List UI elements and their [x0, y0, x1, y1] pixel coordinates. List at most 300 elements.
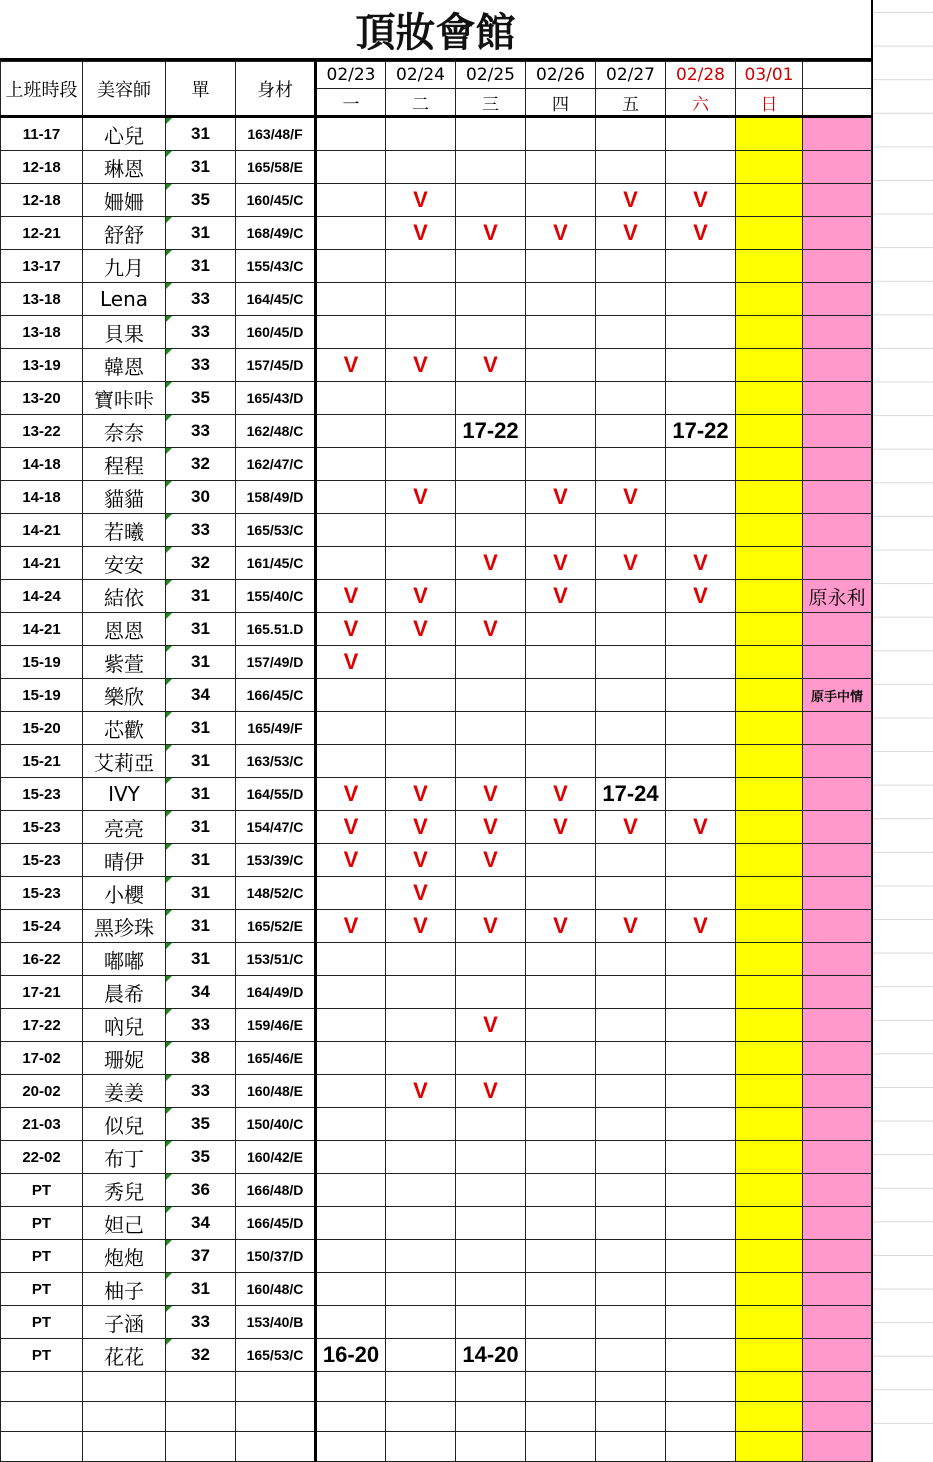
schedule-cell[interactable] [386, 1273, 456, 1306]
booked-mark-cell[interactable]: V [666, 184, 736, 217]
schedule-cell[interactable] [526, 1207, 596, 1240]
shift-cell[interactable]: 15-24 [1, 910, 83, 943]
body-cell[interactable]: 165/46/E [236, 1042, 316, 1075]
note-cell[interactable] [803, 1174, 872, 1207]
schedule-cell[interactable] [666, 316, 736, 349]
note-cell[interactable] [803, 646, 872, 679]
schedule-cell[interactable] [666, 1207, 736, 1240]
sunday-cell[interactable] [736, 382, 803, 415]
schedule-cell[interactable]: 17-22 [666, 415, 736, 448]
schedule-cell[interactable] [316, 976, 386, 1009]
schedule-cell[interactable] [596, 943, 666, 976]
orders-cell[interactable]: 33 [166, 283, 236, 316]
booked-mark-cell[interactable]: V [526, 778, 596, 811]
empty-cell[interactable] [526, 1402, 596, 1432]
note-cell[interactable] [803, 481, 872, 514]
body-cell[interactable]: 155/43/C [236, 250, 316, 283]
schedule-cell[interactable] [456, 1306, 526, 1339]
booked-mark-cell[interactable]: V [316, 811, 386, 844]
empty-cell[interactable] [596, 1402, 666, 1432]
body-cell[interactable]: 160/48/E [236, 1075, 316, 1108]
booked-mark-cell[interactable]: V [316, 613, 386, 646]
schedule-cell[interactable] [316, 679, 386, 712]
empty-cell[interactable] [666, 1402, 736, 1432]
orders-cell[interactable]: 35 [166, 1141, 236, 1174]
schedule-cell[interactable] [596, 283, 666, 316]
schedule-cell[interactable] [596, 613, 666, 646]
schedule-cell[interactable] [666, 844, 736, 877]
schedule-cell[interactable] [316, 1174, 386, 1207]
schedule-cell[interactable] [526, 1075, 596, 1108]
orders-cell[interactable]: 31 [166, 117, 236, 151]
schedule-cell[interactable] [666, 1339, 736, 1372]
schedule-cell[interactable] [456, 943, 526, 976]
note-cell[interactable] [803, 1009, 872, 1042]
sunday-cell[interactable] [736, 217, 803, 250]
stylist-name-cell[interactable]: 心兒 [83, 117, 166, 151]
shift-cell[interactable]: 22-02 [1, 1141, 83, 1174]
booked-mark-cell[interactable]: V [456, 1075, 526, 1108]
schedule-cell[interactable] [596, 448, 666, 481]
stylist-name-cell[interactable]: 子涵 [83, 1306, 166, 1339]
schedule-cell[interactable] [596, 1141, 666, 1174]
booked-mark-cell[interactable]: V [456, 778, 526, 811]
schedule-cell[interactable] [596, 745, 666, 778]
stylist-name-cell[interactable]: 貝果 [83, 316, 166, 349]
sunday-cell[interactable] [736, 184, 803, 217]
shift-cell[interactable]: 15-23 [1, 877, 83, 910]
body-cell[interactable]: 166/45/C [236, 679, 316, 712]
orders-cell[interactable]: 33 [166, 1306, 236, 1339]
schedule-cell[interactable] [666, 712, 736, 745]
schedule-cell[interactable] [666, 514, 736, 547]
orders-cell[interactable]: 31 [166, 943, 236, 976]
schedule-cell[interactable]: 17-24 [596, 778, 666, 811]
schedule-cell[interactable] [386, 1042, 456, 1075]
schedule-cell[interactable] [386, 1108, 456, 1141]
schedule-cell[interactable] [526, 1108, 596, 1141]
sunday-cell[interactable] [736, 1075, 803, 1108]
stylist-name-cell[interactable]: 吶兒 [83, 1009, 166, 1042]
stylist-name-cell[interactable]: 貓貓 [83, 481, 166, 514]
schedule-cell[interactable] [526, 613, 596, 646]
schedule-cell[interactable] [456, 1108, 526, 1141]
booked-mark-cell[interactable]: V [386, 910, 456, 943]
shift-cell[interactable]: 17-22 [1, 1009, 83, 1042]
note-cell[interactable] [803, 514, 872, 547]
schedule-cell[interactable] [526, 1273, 596, 1306]
booked-mark-cell[interactable]: V [386, 877, 456, 910]
stylist-name-cell[interactable]: 小櫻 [83, 877, 166, 910]
booked-mark-cell[interactable]: V [666, 580, 736, 613]
empty-cell[interactable] [236, 1432, 316, 1462]
stylist-name-cell[interactable]: 晴伊 [83, 844, 166, 877]
booked-mark-cell[interactable]: V [386, 613, 456, 646]
shift-cell[interactable]: PT [1, 1174, 83, 1207]
schedule-cell[interactable] [456, 117, 526, 151]
schedule-cell[interactable] [386, 1009, 456, 1042]
schedule-cell[interactable] [526, 1339, 596, 1372]
body-cell[interactable]: 153/51/C [236, 943, 316, 976]
schedule-cell[interactable] [596, 316, 666, 349]
schedule-cell[interactable] [456, 481, 526, 514]
orders-cell[interactable]: 33 [166, 1075, 236, 1108]
schedule-cell[interactable] [666, 250, 736, 283]
sunday-cell[interactable] [736, 646, 803, 679]
note-cell[interactable] [803, 712, 872, 745]
booked-mark-cell[interactable]: V [666, 547, 736, 580]
schedule-cell[interactable] [596, 1042, 666, 1075]
schedule-cell[interactable] [386, 448, 456, 481]
body-cell[interactable]: 164/49/D [236, 976, 316, 1009]
orders-cell[interactable]: 31 [166, 910, 236, 943]
empty-cell[interactable] [456, 1432, 526, 1462]
schedule-cell[interactable] [526, 250, 596, 283]
shift-cell[interactable]: 14-21 [1, 514, 83, 547]
orders-cell[interactable]: 34 [166, 976, 236, 1009]
schedule-cell[interactable] [526, 117, 596, 151]
note-cell[interactable] [803, 184, 872, 217]
schedule-cell[interactable] [316, 1075, 386, 1108]
booked-mark-cell[interactable]: V [386, 184, 456, 217]
body-cell[interactable]: 160/45/D [236, 316, 316, 349]
stylist-name-cell[interactable]: 晨希 [83, 976, 166, 1009]
body-cell[interactable]: 161/45/C [236, 547, 316, 580]
schedule-cell[interactable] [386, 1174, 456, 1207]
schedule-cell[interactable] [386, 943, 456, 976]
body-cell[interactable]: 153/39/C [236, 844, 316, 877]
booked-mark-cell[interactable]: V [386, 1075, 456, 1108]
empty-cell[interactable] [526, 1432, 596, 1462]
schedule-cell[interactable] [596, 1240, 666, 1273]
note-cell[interactable] [803, 1042, 872, 1075]
schedule-cell[interactable] [316, 943, 386, 976]
booked-mark-cell[interactable]: V [316, 646, 386, 679]
schedule-cell[interactable] [456, 1240, 526, 1273]
shift-cell[interactable]: 14-18 [1, 481, 83, 514]
sunday-cell[interactable] [736, 580, 803, 613]
shift-cell[interactable]: PT [1, 1273, 83, 1306]
schedule-cell[interactable] [596, 1306, 666, 1339]
sunday-cell[interactable] [736, 976, 803, 1009]
schedule-cell[interactable] [596, 976, 666, 1009]
schedule-cell[interactable] [596, 349, 666, 382]
orders-cell[interactable]: 33 [166, 349, 236, 382]
empty-cell[interactable] [166, 1432, 236, 1462]
schedule-cell[interactable] [316, 1141, 386, 1174]
shift-cell[interactable]: 14-18 [1, 448, 83, 481]
orders-cell[interactable]: 35 [166, 382, 236, 415]
stylist-name-cell[interactable]: 艾莉亞 [83, 745, 166, 778]
orders-cell[interactable]: 30 [166, 481, 236, 514]
schedule-cell[interactable]: 14-20 [456, 1339, 526, 1372]
schedule-cell[interactable] [386, 1339, 456, 1372]
booked-mark-cell[interactable]: V [526, 547, 596, 580]
empty-cell[interactable] [83, 1402, 166, 1432]
schedule-cell[interactable] [386, 514, 456, 547]
schedule-cell[interactable] [666, 679, 736, 712]
schedule-cell[interactable] [386, 151, 456, 184]
stylist-name-cell[interactable]: IVY [83, 778, 166, 811]
schedule-cell[interactable] [526, 514, 596, 547]
schedule-cell[interactable] [526, 745, 596, 778]
empty-cell[interactable] [803, 1432, 872, 1462]
schedule-cell[interactable] [526, 1042, 596, 1075]
empty-cell[interactable] [736, 1372, 803, 1402]
shift-cell[interactable]: 15-23 [1, 811, 83, 844]
stylist-name-cell[interactable]: 柚子 [83, 1273, 166, 1306]
orders-cell[interactable]: 33 [166, 1009, 236, 1042]
schedule-cell[interactable] [456, 1273, 526, 1306]
schedule-cell[interactable] [596, 1339, 666, 1372]
schedule-cell[interactable] [456, 679, 526, 712]
schedule-cell[interactable] [526, 646, 596, 679]
sunday-cell[interactable] [736, 151, 803, 184]
shift-cell[interactable]: 15-23 [1, 844, 83, 877]
schedule-cell[interactable] [596, 1174, 666, 1207]
shift-cell[interactable]: 15-19 [1, 679, 83, 712]
sunday-cell[interactable] [736, 1240, 803, 1273]
note-cell[interactable] [803, 1108, 872, 1141]
stylist-name-cell[interactable]: 若曦 [83, 514, 166, 547]
note-cell[interactable] [803, 316, 872, 349]
booked-mark-cell[interactable]: V [386, 811, 456, 844]
schedule-cell[interactable] [386, 976, 456, 1009]
booked-mark-cell[interactable]: V [456, 349, 526, 382]
sunday-cell[interactable] [736, 1273, 803, 1306]
schedule-cell[interactable] [596, 250, 666, 283]
schedule-cell[interactable] [596, 679, 666, 712]
booked-mark-cell[interactable]: V [596, 184, 666, 217]
booked-mark-cell[interactable]: V [386, 778, 456, 811]
sunday-cell[interactable] [736, 1339, 803, 1372]
booked-mark-cell[interactable]: V [666, 910, 736, 943]
note-cell[interactable] [803, 1207, 872, 1240]
schedule-cell[interactable] [666, 976, 736, 1009]
body-cell[interactable]: 165.51.D [236, 613, 316, 646]
body-cell[interactable]: 153/40/B [236, 1306, 316, 1339]
sunday-cell[interactable] [736, 1207, 803, 1240]
note-cell[interactable] [803, 778, 872, 811]
note-cell[interactable] [803, 1306, 872, 1339]
schedule-cell[interactable] [596, 415, 666, 448]
schedule-cell[interactable] [386, 1141, 456, 1174]
empty-cell[interactable] [456, 1372, 526, 1402]
schedule-cell[interactable] [526, 283, 596, 316]
schedule-cell[interactable] [456, 382, 526, 415]
schedule-cell[interactable] [526, 1306, 596, 1339]
schedule-cell[interactable] [456, 514, 526, 547]
note-cell[interactable] [803, 1240, 872, 1273]
note-cell[interactable] [803, 1339, 872, 1372]
empty-cell[interactable] [666, 1372, 736, 1402]
schedule-cell[interactable] [526, 1174, 596, 1207]
note-cell[interactable] [803, 613, 872, 646]
schedule-cell[interactable] [316, 217, 386, 250]
note-cell[interactable] [803, 283, 872, 316]
sunday-cell[interactable] [736, 250, 803, 283]
booked-mark-cell[interactable]: V [316, 349, 386, 382]
schedule-cell[interactable] [526, 184, 596, 217]
shift-cell[interactable]: 13-20 [1, 382, 83, 415]
schedule-cell[interactable] [526, 316, 596, 349]
orders-cell[interactable]: 31 [166, 217, 236, 250]
empty-cell[interactable] [386, 1372, 456, 1402]
schedule-cell[interactable] [526, 844, 596, 877]
schedule-cell[interactable] [316, 514, 386, 547]
schedule-cell[interactable] [666, 877, 736, 910]
orders-cell[interactable]: 31 [166, 712, 236, 745]
shift-cell[interactable]: 15-23 [1, 778, 83, 811]
sunday-cell[interactable] [736, 844, 803, 877]
schedule-cell[interactable] [666, 1009, 736, 1042]
empty-cell[interactable] [1, 1432, 83, 1462]
note-cell[interactable] [803, 547, 872, 580]
empty-cell[interactable] [1, 1372, 83, 1402]
schedule-cell[interactable] [526, 415, 596, 448]
schedule-cell[interactable] [386, 679, 456, 712]
orders-cell[interactable]: 31 [166, 778, 236, 811]
empty-cell[interactable] [596, 1372, 666, 1402]
body-cell[interactable]: 150/40/C [236, 1108, 316, 1141]
stylist-name-cell[interactable]: 紫萱 [83, 646, 166, 679]
booked-mark-cell[interactable]: V [456, 547, 526, 580]
schedule-cell[interactable] [596, 117, 666, 151]
shift-cell[interactable]: 15-19 [1, 646, 83, 679]
schedule-cell[interactable] [666, 613, 736, 646]
note-cell[interactable] [803, 811, 872, 844]
sunday-cell[interactable] [736, 679, 803, 712]
stylist-name-cell[interactable]: 九月 [83, 250, 166, 283]
empty-cell[interactable] [386, 1432, 456, 1462]
sunday-cell[interactable] [736, 877, 803, 910]
stylist-name-cell[interactable]: 樂欣 [83, 679, 166, 712]
note-cell[interactable] [803, 1273, 872, 1306]
schedule-cell[interactable] [596, 1273, 666, 1306]
booked-mark-cell[interactable]: V [456, 217, 526, 250]
booked-mark-cell[interactable]: V [456, 844, 526, 877]
note-cell[interactable] [803, 349, 872, 382]
orders-cell[interactable]: 34 [166, 1207, 236, 1240]
booked-mark-cell[interactable]: V [526, 811, 596, 844]
schedule-cell[interactable] [596, 844, 666, 877]
note-cell[interactable] [803, 382, 872, 415]
schedule-cell[interactable] [596, 1075, 666, 1108]
schedule-cell[interactable] [316, 117, 386, 151]
shift-cell[interactable]: PT [1, 1306, 83, 1339]
shift-cell[interactable]: PT [1, 1339, 83, 1372]
sunday-cell[interactable] [736, 1141, 803, 1174]
body-cell[interactable]: 165/53/C [236, 514, 316, 547]
booked-mark-cell[interactable]: V [596, 910, 666, 943]
sunday-cell[interactable] [736, 943, 803, 976]
booked-mark-cell[interactable]: V [456, 910, 526, 943]
schedule-cell[interactable] [386, 547, 456, 580]
orders-cell[interactable]: 31 [166, 811, 236, 844]
schedule-cell[interactable] [316, 184, 386, 217]
schedule-cell[interactable] [526, 151, 596, 184]
sunday-cell[interactable] [736, 1042, 803, 1075]
body-cell[interactable]: 163/53/C [236, 745, 316, 778]
schedule-cell[interactable] [526, 877, 596, 910]
schedule-cell[interactable] [316, 547, 386, 580]
orders-cell[interactable]: 33 [166, 415, 236, 448]
schedule-cell[interactable] [386, 117, 456, 151]
schedule-cell[interactable] [666, 745, 736, 778]
schedule-cell[interactable] [316, 283, 386, 316]
shift-cell[interactable]: 14-21 [1, 547, 83, 580]
schedule-cell[interactable] [316, 1207, 386, 1240]
schedule-cell[interactable] [666, 943, 736, 976]
orders-cell[interactable]: 31 [166, 877, 236, 910]
stylist-name-cell[interactable]: 琳恩 [83, 151, 166, 184]
stylist-name-cell[interactable]: 結依 [83, 580, 166, 613]
sunday-cell[interactable] [736, 1174, 803, 1207]
schedule-cell[interactable] [316, 745, 386, 778]
schedule-cell[interactable] [386, 283, 456, 316]
note-cell[interactable] [803, 151, 872, 184]
schedule-cell[interactable] [526, 1141, 596, 1174]
note-cell[interactable] [803, 910, 872, 943]
booked-mark-cell[interactable]: V [666, 217, 736, 250]
booked-mark-cell[interactable]: V [386, 349, 456, 382]
schedule-cell[interactable] [456, 1174, 526, 1207]
body-cell[interactable]: 157/49/D [236, 646, 316, 679]
shift-cell[interactable]: 12-21 [1, 217, 83, 250]
note-cell[interactable] [803, 217, 872, 250]
booked-mark-cell[interactable]: V [456, 811, 526, 844]
schedule-cell[interactable] [596, 514, 666, 547]
note-cell[interactable] [803, 250, 872, 283]
schedule-cell[interactable] [666, 1273, 736, 1306]
schedule-cell[interactable] [456, 448, 526, 481]
empty-cell[interactable] [236, 1372, 316, 1402]
stylist-name-cell[interactable]: 似兒 [83, 1108, 166, 1141]
schedule-cell[interactable] [666, 1174, 736, 1207]
orders-cell[interactable]: 31 [166, 646, 236, 679]
note-cell[interactable] [803, 844, 872, 877]
booked-mark-cell[interactable]: V [386, 217, 456, 250]
schedule-cell[interactable] [316, 1108, 386, 1141]
schedule-cell[interactable] [456, 1207, 526, 1240]
empty-cell[interactable] [236, 1402, 316, 1432]
booked-mark-cell[interactable]: V [386, 844, 456, 877]
booked-mark-cell[interactable]: V [666, 811, 736, 844]
empty-cell[interactable] [596, 1432, 666, 1462]
shift-cell[interactable]: 17-21 [1, 976, 83, 1009]
schedule-cell[interactable] [316, 151, 386, 184]
shift-cell[interactable]: 21-03 [1, 1108, 83, 1141]
sunday-cell[interactable] [736, 283, 803, 316]
sunday-cell[interactable] [736, 1009, 803, 1042]
note-cell[interactable] [803, 448, 872, 481]
stylist-name-cell[interactable]: 黑珍珠 [83, 910, 166, 943]
schedule-cell[interactable] [316, 250, 386, 283]
schedule-cell[interactable] [666, 117, 736, 151]
shift-cell[interactable]: 20-02 [1, 1075, 83, 1108]
schedule-cell[interactable]: 17-22 [456, 415, 526, 448]
stylist-name-cell[interactable]: 布丁 [83, 1141, 166, 1174]
orders-cell[interactable]: 31 [166, 613, 236, 646]
booked-mark-cell[interactable]: V [596, 811, 666, 844]
schedule-cell[interactable] [596, 712, 666, 745]
booked-mark-cell[interactable]: V [526, 910, 596, 943]
schedule-cell[interactable] [456, 316, 526, 349]
empty-cell[interactable] [803, 1372, 872, 1402]
schedule-cell[interactable] [386, 1306, 456, 1339]
orders-cell[interactable]: 33 [166, 514, 236, 547]
stylist-name-cell[interactable]: 恩恩 [83, 613, 166, 646]
